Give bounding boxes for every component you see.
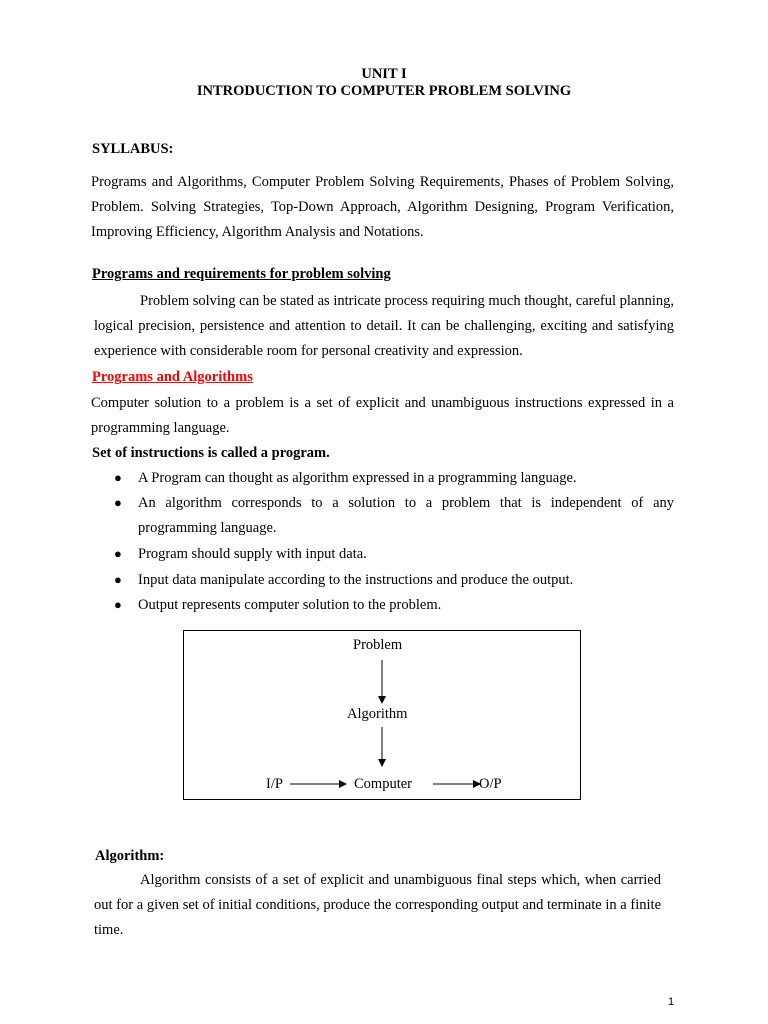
bullet-icon: ● (114, 572, 122, 587)
diagram-output-label: O/P (479, 776, 502, 792)
section-heading-programs-algorithms: Programs and Algorithms (92, 369, 253, 385)
diagram-computer-label: Computer (354, 776, 412, 792)
instructions-subheading: Set of instructions is called a program. (92, 445, 330, 461)
syllabus-text: Programs and Algorithms, Computer Problem Solving Requirements, Phases of Problem Solving, Problem. Solving Strategies, Top-Down Approach, Algorithm Designing, Program Verification, Improving Efficiency, Algorithm Analysis and Notations. (91, 174, 674, 240)
section-heading-requirements: Programs and requirements for problem solving (92, 266, 391, 282)
bullet-icon: ● (114, 470, 122, 485)
unit-label: UNIT I (361, 66, 407, 82)
algorithm-heading: Algorithm: (95, 848, 165, 864)
diagram-arrows (184, 631, 580, 799)
flow-diagram (183, 630, 581, 800)
page-number: 1 (668, 996, 675, 1008)
bullet-icon: ● (114, 546, 122, 561)
requirements-paragraph: Problem solving can be stated as intricate process requiring much thought, careful planning, logical precision, persistence and attention to detail. It can be challenging, exciting and satisfying experience with considerable room for personal creativity and expression. (94, 293, 674, 359)
diagram-problem-label: Problem (353, 637, 403, 653)
page-title: INTRODUCTION TO COMPUTER PROBLEM SOLVING (196, 83, 572, 99)
algorithm-paragraph: Algorithm consists of a set of explicit and unambiguous final steps which, when carried out for a given set of initial conditions, produce the corresponding output and terminate in a finite time. (94, 872, 661, 938)
syllabus-heading: SYLLABUS: (92, 141, 174, 157)
diagram-input-label: I/P (266, 776, 283, 792)
diagram-algorithm-label: Algorithm (347, 706, 408, 722)
bullet-icon: ● (114, 597, 122, 612)
bullet-icon: ● (114, 495, 122, 510)
programs-paragraph: Computer solution to a problem is a set of explicit and unambiguous instructions expressed in a programming language. (91, 395, 674, 436)
